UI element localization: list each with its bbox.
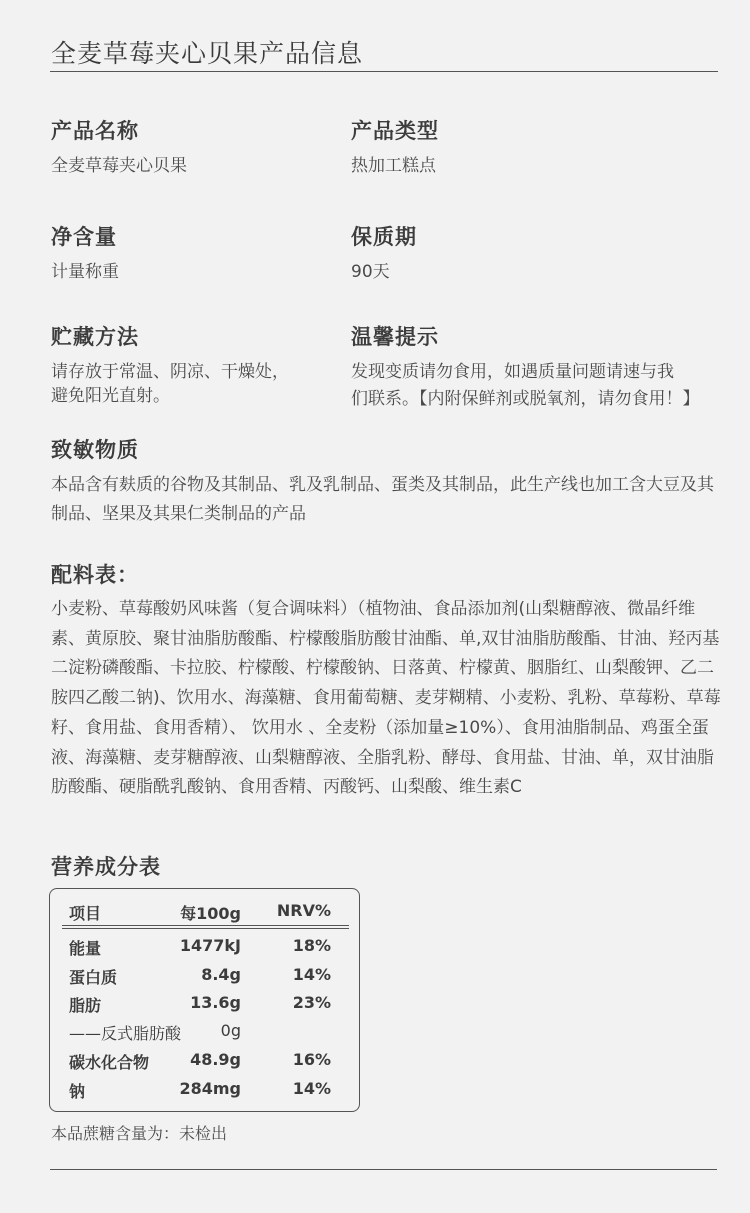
row-value: 284mg: [179, 1079, 241, 1098]
product-type-label: 产品类型: [351, 119, 439, 143]
header-per-100g: 每100g: [180, 904, 241, 923]
header-nrv: NRV%: [276, 901, 331, 920]
table-row: [50, 1050, 359, 1078]
row-name: 脂肪: [69, 996, 102, 1015]
bottom-divider: [50, 1169, 717, 1170]
header-item: 项目: [69, 904, 102, 923]
table-row: [50, 1079, 359, 1107]
row-value: 8.4g: [201, 965, 241, 984]
row-name: ——反式脂肪酸: [69, 1024, 182, 1043]
header-divider-2: [62, 928, 349, 929]
product-name-value: 全麦草莓夹心贝果: [51, 156, 187, 176]
shelf-life-label: 保质期: [351, 225, 417, 249]
row-value: 48.9g: [190, 1050, 241, 1069]
row-nrv: 14%: [292, 1079, 331, 1098]
table-row: [50, 993, 359, 1021]
table-row: [50, 936, 359, 964]
row-name: 碳水化合物: [69, 1053, 150, 1072]
storage-line-2: 避免阳光直射。: [51, 386, 170, 406]
storage-label: 贮藏方法: [51, 325, 139, 349]
row-value: 13.6g: [190, 993, 241, 1012]
title-divider: [50, 71, 718, 72]
ingredients-label: 配料表：: [51, 563, 139, 587]
table-row: [50, 1021, 359, 1049]
row-name: 能量: [69, 939, 102, 958]
table-row: [50, 965, 359, 993]
allergen-label: 致敏物质: [51, 438, 139, 462]
product-type-value: 热加工糕点: [351, 156, 436, 176]
row-nrv: 18%: [292, 936, 331, 955]
shelf-life-value: 90天: [351, 262, 390, 282]
row-nrv: 14%: [292, 965, 331, 984]
net-content-value: 计量称重: [51, 262, 119, 282]
row-nrv: 16%: [292, 1050, 331, 1069]
page-title: 全麦草莓夹心贝果产品信息: [51, 39, 364, 68]
row-name: 蛋白质: [69, 968, 118, 987]
row-value: 0g: [220, 1021, 241, 1040]
tips-line-1: 发现变质请勿食用，如遇质量问题请速与我: [351, 362, 674, 382]
tips-label: 温馨提示: [351, 325, 439, 349]
sucrose-footnote: 本品蔗糖含量为：未检出: [51, 1124, 228, 1143]
row-value: 1477kJ: [179, 936, 241, 955]
allergen-text: 本品含有麸质的谷物及其制品、乳及乳制品、蛋类及其制品，此生产线也加工含大豆及其制品、坚果及其果仁类制品的产品: [51, 475, 714, 524]
nutrition-header-row: [50, 901, 359, 925]
net-content-label: 净含量: [51, 225, 117, 249]
storage-line-1: 请存放于常温、阴凉、干燥处，: [51, 362, 289, 382]
product-name-label: 产品名称: [51, 119, 139, 143]
nutrition-table: [49, 888, 360, 1112]
nutrition-label: 营养成分表: [51, 855, 161, 879]
row-name: 钠: [69, 1082, 86, 1101]
ingredients-text: 小麦粉、草莓酸奶风味酱（复合调味料）（植物油、食品添加剂(山梨糖醇液、微晶纤维素、黄原胶、聚甘油脂肪酸酯、柠檬酸脂肪酸甘油酯、单,双甘油脂肪酸酯、甘油、羟丙基二淀粉磷酸酯、卡拉胶、柠檬酸、柠檬酸钠、日落黄、柠檬黄、胭脂红、山梨酸钾、乙二胺四乙酸二钠)、饮用水、海藻糖、食用葡萄糖、麦芽糊精、小麦粉、乳粉、草莓粉、草莓籽、食用盐、食用香精）、 饮用水 、全麦粉（添加量≥10%）、食用油脂制品、鸡蛋全蛋液、海藻糖、麦芽糖醇液、山梨糖醇液、全脂乳粉、酵母、食用盐、甘油、单，双甘油脂肪酸酯、硬脂酰乳酸钠、食用香精、丙酸钙、山梨酸、维生素C: [51, 599, 721, 798]
tips-line-2: 们联系。【内附保鲜剂或脱氧剂，请勿食用！】: [351, 389, 700, 409]
header-divider: [62, 925, 349, 926]
row-nrv: 23%: [292, 993, 331, 1012]
